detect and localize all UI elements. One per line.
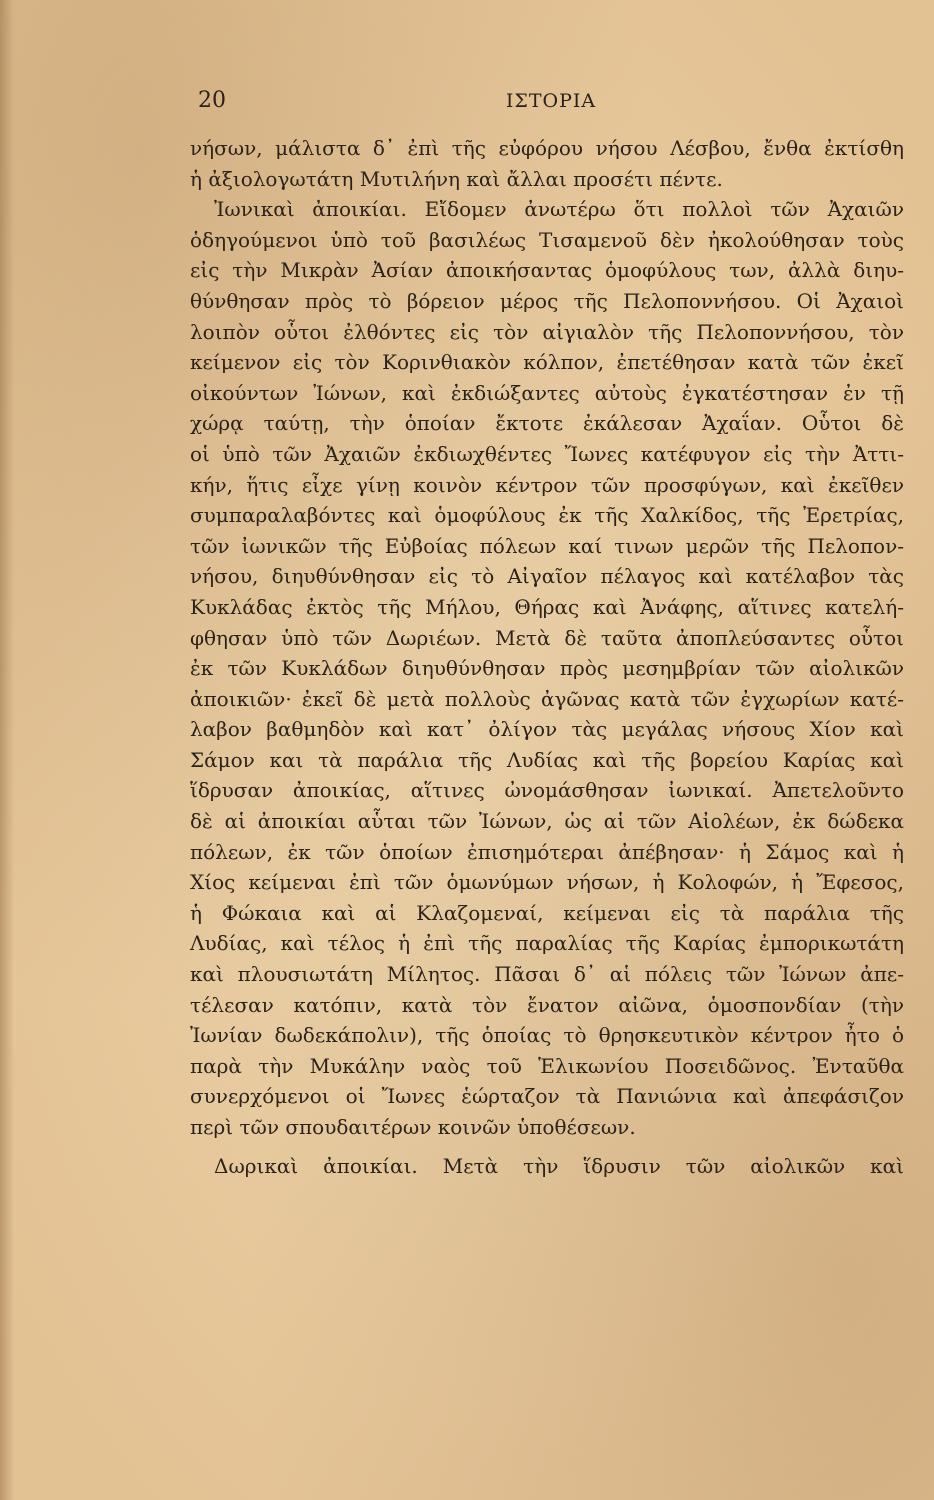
- page-header: [198, 88, 904, 118]
- text-line: κήν, ἥτις εἶχε γίνῃ κοινὸν κέντρον τῶν προσφύγων, καὶ ἐκεῖθεν: [190, 472, 904, 497]
- text-line: Χίος κείμεναι ἐπὶ τῶν ὁμωνύμων νήσων, ἡ Κολοφών, ἡ Ἔφεσος,: [190, 870, 904, 895]
- text-line: πόλεων, ἐκ τῶν ὁποίων ἐπισημότεραι ἀπέβησαν· ἡ Σάμος καὶ ἡ: [190, 839, 904, 864]
- text-line: φθησαν ὑπὸ τῶν Δωριέων. Μετὰ δὲ ταῦτα ἀποπλεύσαντες οὗτοι: [190, 625, 904, 650]
- text-line: κείμενον εἰς τὸν Κορινθιακὸν κόλπον, ἐπετέθησαν κατὰ τῶν ἐκεῖ: [190, 350, 904, 375]
- text-line: Λυδίας, καὶ τέλος ἡ ἐπὶ τῆς παραλίας τῆς Καρίας ἐμπορικωτάτη: [190, 931, 904, 956]
- page-edge-shadow: [0, 0, 14, 1500]
- text-line: οἰκούντων Ἰώνων, καὶ ἐκδιώξαντες αὐτοὺς ἐγκατέστησαν ἐν τῇ: [190, 380, 904, 405]
- text-line: τέλεσαν κατόπιν, κατὰ τὸν ἔνατον αἰῶνα, ὁμοσπονδίαν (τὴν: [190, 992, 904, 1017]
- text-line: Ἰωνίαν δωδεκάπολιν), τῆς ὁποίας τὸ θρησκευτικὸν κέντρον ἦτο ὁ: [190, 1023, 904, 1048]
- text-line: περὶ τῶν σπουδαιτέρων κοινῶν ὑποθέσεων.: [190, 1115, 636, 1139]
- text-line: νήσου, διηυθύνθησαν εἰς τὸ Αἰγαῖον πέλαγος καὶ κατέλαβον τὰς: [190, 564, 904, 589]
- text-line: δὲ αἱ ἀποικίαι αὗται τῶν Ἰώνων, ὡς αἱ τῶν Αἰολέων, ἐκ δώδεκα: [190, 809, 904, 834]
- text-line: ἵδρυσαν ἀποικίας, αἵτινες ὠνομάσθησαν ἰωνικαί. Ἀπετελοῦντο: [190, 778, 904, 803]
- text-line: ἀποικιῶν· ἐκεῖ δὲ μετὰ πολλοὺς ἀγῶνας κατὰ τῶν ἐγχωρίων κατέ-: [190, 686, 904, 711]
- text-line: τῶν ἰωνικῶν τῆς Εὐβοίας πόλεων καί τινων μερῶν τῆς Πελοπον-: [190, 533, 904, 558]
- text-line: ὁδηγούμενοι ὑπὸ τοῦ βασιλέως Τισαμενοῦ δὲν ἠκολούθησαν τοὺς: [190, 227, 904, 252]
- text-line: ἡ Φώκαια καὶ αἱ Κλαζομεναί, κείμεναι εἰς τὰ παράλια τῆς: [190, 900, 904, 925]
- text-line: οἱ ὑπὸ τῶν Ἀχαιῶν ἐκδιωχθέντες Ἴωνες κατέφυγον εἰς τὴν Ἀττι-: [190, 441, 904, 466]
- text-line: παρὰ τὴν Μυκάλην ναὸς τοῦ Ἑλικωνίου Ποσειδῶνος. Ἐνταῦθα: [190, 1053, 904, 1078]
- text-line: ἐκ τῶν Κυκλάδων διηυθύνθησαν πρὸς μεσημβρίαν τῶν αἰολικῶν: [190, 656, 904, 681]
- page-number: 20: [198, 88, 226, 113]
- text-line: Σάμον και τὰ παράλια τῆς Λυδίας καὶ τῆς βορείου Καρίας καὶ: [190, 747, 904, 772]
- text-line: συνερχόμενοι οἱ Ἴωνες ἑώρταζον τὰ Πανιώνια καὶ ἀπεφάσιζον: [190, 1084, 904, 1109]
- text-line: εἰς τὴν Μικρὰν Ἀσίαν ἀποικήσαντας ὁμοφύλους των, ἀλλὰ διηυ-: [190, 258, 904, 283]
- text-line: νήσων, μάλιστα δ᾽ ἐπὶ τῆς εὐφόρου νήσου Λέσβου, ἔνθα ἐκτίσθη: [190, 136, 904, 160]
- text-line: θύνθησαν πρὸς τὸ βόρειον μέρος τῆς Πελοποννήσου. Οἱ Ἀχαιοὶ: [190, 288, 904, 313]
- text-line: συμπαραλαβόντες καὶ ὁμοφύλους ἐκ τῆς Χαλκίδος, τῆς Ἐρετρίας,: [190, 503, 904, 528]
- body-text: [190, 133, 904, 1181]
- text-line: λαβον βαθμηδὸν καὶ κατ᾽ ὀλίγον τὰς μεγάλας νήσους Χίον καὶ: [190, 717, 904, 742]
- text-line: λοιπὸν οὗτοι ἐλθόντες εἰς τὸν αἰγιαλὸν τῆς Πελοποννήσου, τὸν: [190, 319, 904, 344]
- text-line: ἡ ἀξιολογωτάτη Μυτιλήνη καὶ ἄλλαι προσέτι πέντε.: [190, 166, 723, 191]
- section-heading-line: Δωρικαὶ ἀποικίαι. Μετὰ τὴν ἵδρυσιν τῶν αἰολικῶν καὶ: [214, 1153, 904, 1178]
- running-title: ΙΣΤΟΡΙΑ: [505, 90, 597, 112]
- text-line: καὶ πλουσιωτάτη Μίλητος. Πᾶσαι δ᾽ αἱ πόλεις τῶν Ἰώνων ἀπε-: [190, 962, 904, 987]
- text-line: χώρᾳ ταύτῃ, τὴν ὁποίαν ἔκτοτε ἐκάλεσαν Ἀχαΐαν. Οὗτοι δὲ: [190, 411, 904, 436]
- text-line: Κυκλάδας ἐκτὸς τῆς Μήλου, Θήρας καὶ Ἀνάφης, αἵτινες κατελή-: [190, 594, 904, 619]
- section-heading-line: Ἰωνικαὶ ἀποικίαι. Εἴδομεν ἀνωτέρω ὅτι πολλοὶ τῶν Ἀχαιῶν: [214, 197, 904, 222]
